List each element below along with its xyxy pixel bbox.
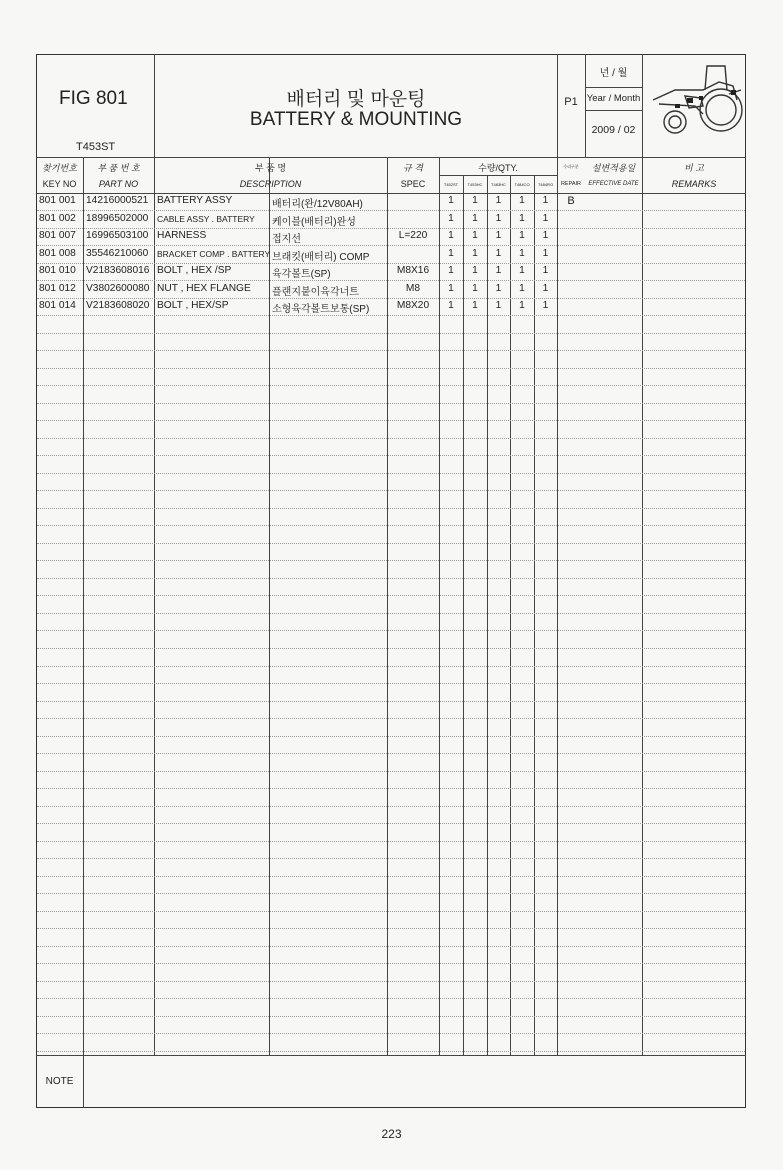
description-english: NUT , HEX FLANGE — [157, 283, 251, 294]
page-code: P1 — [564, 96, 578, 108]
remarks-header-korean: 비 고 — [684, 163, 704, 173]
key-number: 801 002 — [39, 213, 76, 224]
row-rule — [37, 718, 745, 719]
row-rule — [37, 438, 745, 439]
quantity: 1 — [472, 248, 478, 259]
date-label-english: Year / Month — [586, 93, 641, 104]
row-rule — [37, 578, 745, 579]
row-rule — [37, 245, 745, 246]
row-rule — [37, 350, 745, 351]
row-rule — [37, 806, 745, 807]
description-korean: 브래킷(배터리) COMP — [272, 252, 370, 263]
remarks-header: REMARKS — [671, 179, 717, 189]
row-rule — [37, 595, 745, 596]
row-rule — [37, 455, 745, 456]
part-no-header: PART NO — [98, 179, 139, 189]
part-number: 14216000521 — [86, 195, 149, 206]
qty-model-5: T484RO — [537, 182, 554, 187]
key-no-header: KEY NO — [42, 179, 77, 189]
part-number: 18996502000 — [86, 213, 149, 224]
quantity: 1 — [495, 230, 502, 241]
row-rule — [37, 858, 745, 859]
row-rule — [37, 263, 745, 264]
quantity: 1 — [519, 300, 525, 311]
row-rule — [37, 298, 745, 299]
row-rule — [37, 753, 745, 754]
description-english: BRACKET COMP . BATTERY — [157, 249, 271, 259]
quantity: 1 — [519, 265, 525, 276]
quantity: 1 — [495, 265, 502, 276]
repair-header-korean: 수리구분 — [563, 164, 579, 169]
quantity: 1 — [472, 230, 478, 241]
qty-model-1: T452ST — [443, 182, 459, 187]
description-english: BOLT , HEX /SP — [157, 265, 232, 276]
part-number: V2183608020 — [86, 300, 150, 311]
row-rule — [37, 771, 745, 772]
key-number: 801 001 — [39, 195, 76, 206]
quantity-header: 수량/QTY. — [478, 163, 518, 173]
row-rule — [37, 525, 745, 526]
description-header-korean: 부 품 명 — [254, 163, 287, 173]
quantity: 1 — [519, 283, 525, 294]
date-value: 2009 / 02 — [591, 124, 636, 136]
part-number: 35546210060 — [86, 248, 149, 259]
row-rule — [37, 648, 745, 649]
row-rule — [37, 490, 745, 491]
page-number: 223 — [381, 1127, 402, 1141]
description-english: BOLT , HEX/SP — [157, 300, 229, 311]
repair-code: B — [567, 195, 575, 207]
model-code: T453ST — [76, 141, 116, 153]
quantity: 1 — [495, 248, 502, 259]
row-rule — [37, 683, 745, 684]
quantity: 1 — [448, 283, 454, 294]
key-number: 801 007 — [39, 230, 76, 241]
row-rule — [37, 981, 745, 982]
quantity: 1 — [542, 230, 549, 241]
quantity: 1 — [495, 283, 502, 294]
quantity: 1 — [448, 248, 454, 259]
quantity: 1 — [472, 300, 478, 311]
quantity: 1 — [542, 248, 549, 259]
qty-model-3: T483HC — [491, 182, 506, 187]
quantity: 1 — [472, 213, 478, 224]
row-rule — [37, 508, 745, 509]
quantity: 1 — [542, 283, 549, 294]
description-korean: 소형육각볼트보통(SP) — [272, 304, 370, 315]
row-rule — [37, 963, 745, 964]
quantity: 1 — [472, 195, 478, 206]
quantity: 1 — [542, 300, 549, 311]
date-label-korean: 년 / 월 — [599, 68, 628, 79]
spec-header: SPEC — [400, 179, 426, 189]
quantity: 1 — [472, 265, 478, 276]
effective-date-header: EFFECTIVE DATE — [588, 181, 639, 187]
quantity: 1 — [519, 213, 525, 224]
part-number: V3802600080 — [86, 283, 150, 294]
quantity: 1 — [448, 195, 454, 206]
key-number: 801 012 — [39, 283, 76, 294]
quantity: 1 — [519, 248, 525, 259]
description-english: HARNESS — [157, 230, 207, 241]
row-rule — [37, 385, 745, 386]
row-rule — [37, 1016, 745, 1017]
quantity: 1 — [542, 213, 549, 224]
quantity: 1 — [542, 195, 549, 206]
description-korean: 플랜지붙이육각너트 — [272, 287, 359, 298]
description-korean: 접지선 — [272, 234, 301, 245]
quantity: 1 — [542, 265, 549, 276]
spec-header-korean: 규 격 — [403, 163, 423, 173]
row-rule — [37, 911, 745, 912]
quantity: 1 — [495, 213, 502, 224]
tractor-thumbnail-icon — [645, 60, 743, 154]
row-rule — [37, 210, 745, 211]
row-rule — [37, 333, 745, 334]
row-rule — [37, 630, 745, 631]
quantity: 1 — [448, 300, 454, 311]
spec: L=220 — [398, 230, 428, 241]
part-number: 16996503100 — [86, 230, 149, 241]
row-rule — [37, 701, 745, 702]
qty-model-4: T484CO — [514, 182, 530, 187]
effective-date-header-korean: 설변적용일 — [591, 163, 636, 173]
row-rule — [37, 280, 745, 281]
description-korean: 육각볼트(SP) — [272, 269, 331, 280]
description-english: BATTERY ASSY — [157, 195, 233, 206]
row-rule — [37, 946, 745, 947]
row-rule — [37, 998, 745, 999]
repair-header: REPAIR — [560, 181, 582, 187]
row-rule — [37, 841, 745, 842]
title-korean: 배터리 및 마운팅 — [286, 89, 426, 110]
row-rule — [37, 736, 745, 737]
note-label: NOTE — [45, 1076, 74, 1087]
row-rule — [37, 788, 745, 789]
row-rule — [37, 928, 745, 929]
row-rule — [37, 403, 745, 404]
qty-model-2: T453HC — [467, 182, 483, 187]
key-number: 801 008 — [39, 248, 76, 259]
part-number: V2183608016 — [86, 265, 150, 276]
quantity: 1 — [519, 195, 525, 206]
description-korean: 배터리(완/12V80AH) — [272, 199, 363, 210]
row-rule — [37, 368, 745, 369]
spec: M8 — [405, 283, 421, 294]
row-rule — [37, 1051, 745, 1052]
quantity: 1 — [448, 230, 454, 241]
row-rule — [37, 876, 745, 877]
key-no-header-korean: 찾기번호 — [42, 163, 77, 173]
row-rule — [37, 893, 745, 894]
row-rule — [37, 560, 745, 561]
key-number: 801 010 — [39, 265, 76, 276]
quantity: 1 — [495, 300, 502, 311]
row-rule — [37, 228, 745, 229]
figure-number: FIG 801 — [59, 88, 128, 109]
quantity: 1 — [448, 265, 454, 276]
quantity: 1 — [448, 213, 454, 224]
key-number: 801 014 — [39, 300, 76, 311]
quantity: 1 — [495, 195, 502, 206]
part-no-header-korean: 부 품 번 호 — [97, 163, 140, 173]
spec: M8X20 — [396, 300, 430, 311]
description-korean: 케이블(배터리)완성 — [272, 217, 356, 228]
row-rule — [37, 543, 745, 544]
spec: M8X16 — [396, 265, 430, 276]
row-rule — [37, 823, 745, 824]
description-header: DESCRIPTION — [239, 179, 302, 189]
row-rule — [37, 613, 745, 614]
quantity: 1 — [519, 230, 525, 241]
quantity: 1 — [472, 283, 478, 294]
row-rule — [37, 420, 745, 421]
description-english: CABLE ASSY . BATTERY — [157, 214, 255, 224]
row-rule — [37, 666, 745, 667]
row-rule — [37, 473, 745, 474]
row-rule — [37, 1033, 745, 1034]
row-rule — [37, 315, 745, 316]
title-english: BATTERY & MOUNTING — [249, 109, 463, 130]
